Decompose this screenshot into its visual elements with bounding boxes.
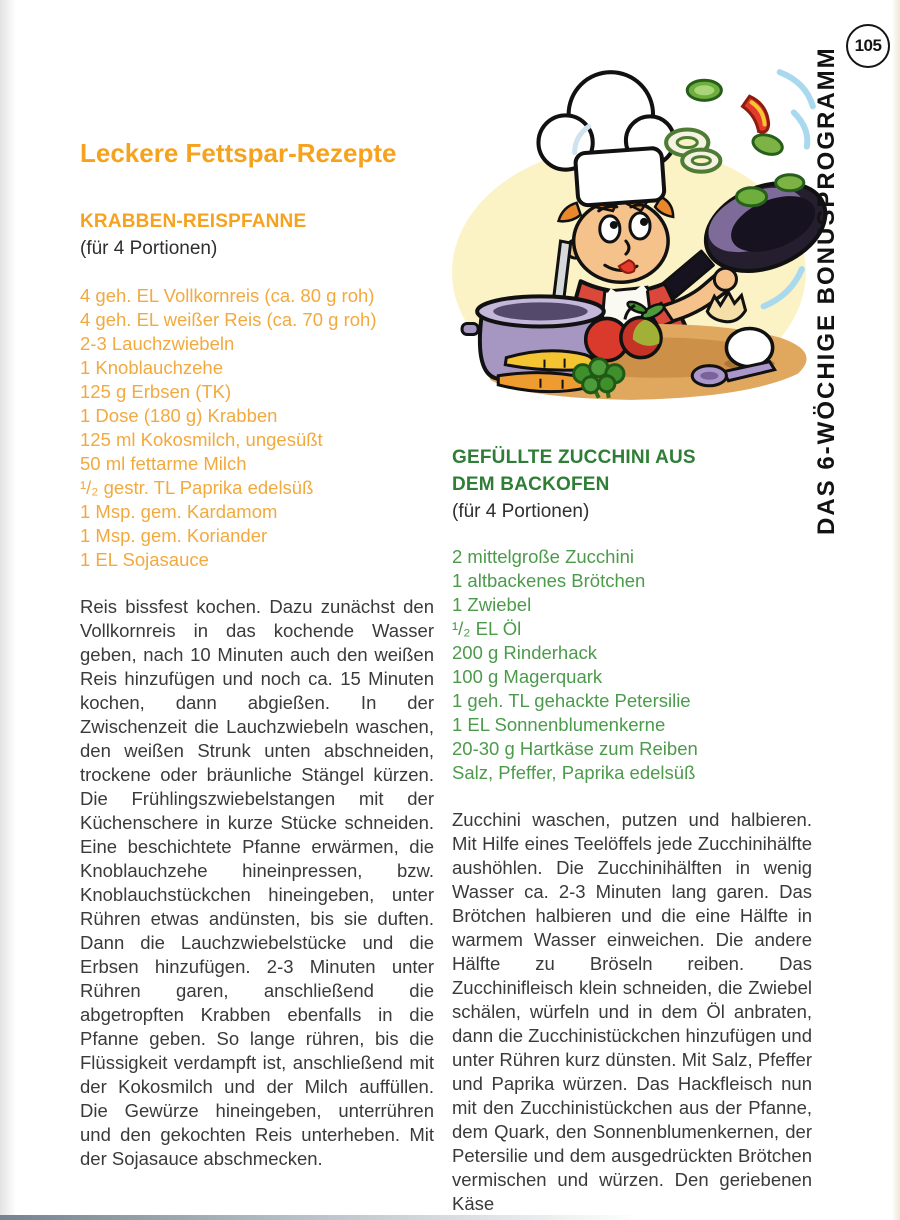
ingredient-line: 125 g Erbsen (TK) xyxy=(80,381,232,402)
eye-icon xyxy=(630,213,650,239)
ingredient-line: 2 mittelgroße Zucchini xyxy=(452,546,634,567)
right-column xyxy=(452,444,812,1216)
ingredient-line: 1 geh. TL gehackte Petersilie xyxy=(452,690,691,711)
sidebar-vertical-title: DAS 6-WÖCHIGE BONUSPROGRAMM xyxy=(813,46,840,535)
zucchini-slice-icon xyxy=(750,131,784,158)
instructions-krabben: Reis bissfest kochen. Dazu zunächst den Vollkornreis in das kochende Wasser geben, nach 10 Minuten auch den weißen Reis hinzufügen und noch ca. 15 Minuten kochen, dann abgießen. In der Zwischenzeit die Lauchzwiebeln waschen, den weißen Strunk unten abschneiden, trockene oder bräunliche Stängel kürzen. Die Frühlingszwiebelstangen mit der Küchenschere in kurze Stücke schneiden. Eine beschichtete Pfanne erwärmen, die Knoblauchzehe hineinpressen, bzw. Knoblauchstückchen hineingeben, unter Rühren etwas andünsten, bis sie duften. Dann die Lauchzwiebelstücke und die Erbsen hinzufügen. 2-3 Minuten unter Rühren garen, anschließend die abgetropften Krabben ebenfalls in die Pfanne geben. So lange rühren, bis die Flüssigkeit verdampft ist, anschließend mit der Kokosmilch und der Milch auffüllen. Die Gewürze hineingeben, unterrühren und den gekochten Reis unterheben. Mit der Sojasauce abschmecken. xyxy=(80,596,434,1169)
chef-illustration-svg xyxy=(448,56,840,408)
ingredient-line: 200 g Rinderhack xyxy=(452,642,598,663)
eggshell-icon xyxy=(707,292,745,321)
ingredient-line: 100 g Magerquark xyxy=(452,666,603,687)
ingredient-list-zucchini xyxy=(452,545,812,785)
page-number: 105 xyxy=(854,36,882,55)
eye-icon xyxy=(600,216,620,242)
recipe-title-line2: DEM BACKOFEN xyxy=(452,474,610,495)
ingredient-line: 1 Zwiebel xyxy=(452,594,532,615)
scan-right-edge xyxy=(892,0,900,1220)
chef-illustration xyxy=(448,56,840,408)
pepper-strip-icon xyxy=(743,96,769,132)
ingredient-line: 1 EL Sonnenblumenkerne xyxy=(452,714,666,735)
zucchini-slice-icon xyxy=(736,188,766,206)
ingredient-line: ¹/₂ gestr. TL Paprika edelsüß xyxy=(80,477,314,498)
ingredient-line: 50 ml fettarme Milch xyxy=(80,453,247,474)
flying-vegetables xyxy=(666,80,785,171)
recipe-title-krabben-reispfanne: KRABBEN-REISPFANNE xyxy=(80,211,307,232)
ingredient-line: 1 Msp. gem. Kardamom xyxy=(80,501,278,522)
ingredient-line: ¹/₂ EL Öl xyxy=(452,618,522,639)
ingredient-line: 1 Knoblauchzehe xyxy=(80,357,223,378)
zucchini-slice-icon xyxy=(776,175,804,191)
page-title: Leckere Fettspar-Rezepte xyxy=(80,138,397,168)
recipe-title-gefuellte-zucchini xyxy=(452,444,812,498)
page-number-badge xyxy=(846,24,890,68)
scan-left-edge xyxy=(0,0,16,1220)
ingredient-line: 1 EL Sojasauce xyxy=(80,549,209,570)
ingredient-line: Salz, Pfeffer, Paprika edelsüß xyxy=(452,762,696,783)
ingredient-line: 4 geh. EL Vollkornreis (ca. 80 g roh) xyxy=(80,285,375,306)
ingredient-line: 1 Dose (180 g) Krabben xyxy=(80,405,278,426)
ingredient-line: 125 ml Kokosmilch, ungesüßt xyxy=(80,429,323,450)
ingredient-line: 1 Msp. gem. Koriander xyxy=(80,525,268,546)
ingredient-line: 20-30 g Hartkäse zum Reiben xyxy=(452,738,698,759)
left-column xyxy=(80,138,434,1171)
ingredient-list-krabben xyxy=(80,284,434,572)
portions-label: (für 4 Portionen) xyxy=(80,238,218,259)
ingredient-line: 4 geh. EL weißer Reis (ca. 70 g roh) xyxy=(80,309,377,330)
ingredient-line: 1 altbackenes Brötchen xyxy=(452,570,646,591)
instructions-zucchini: Zucchini waschen, putzen und halbieren. Mit Hilfe eines Teelöffels jede Zucchinihälfte aushöhlen. Die Zucchinihälften in wenig Wasser ca. 2-3 Minuten lang garen. Das Brötchen halbieren und die eine Hälfte in warmem Wasser einweichen. Die andere Hälfte zu Bröseln reiben. Das Zucchinifleisch klein schneiden, die Zwiebel schälen, würfeln und in dem Öl anbraten, dann die Zucchinistückchen hinzufügen und unter Rühren kurz dünsten. Mit Salz, Pfeffer und Paprika würzen. Das Hackfleisch nun mit den Zucchinistückchen aus der Pfanne, dem Quark, den Sonnenblumenkernen, der Petersilie und dem ausgedrückten Brötchen vermischen und würzen. Den geriebenen Käse xyxy=(452,809,812,1214)
recipe-title-line1: GEFÜLLTE ZUCCHINI AUS xyxy=(452,447,696,468)
portions-label: (für 4 Portionen) xyxy=(452,501,590,522)
ingredient-line: 2-3 Lauchzwiebeln xyxy=(80,333,235,354)
